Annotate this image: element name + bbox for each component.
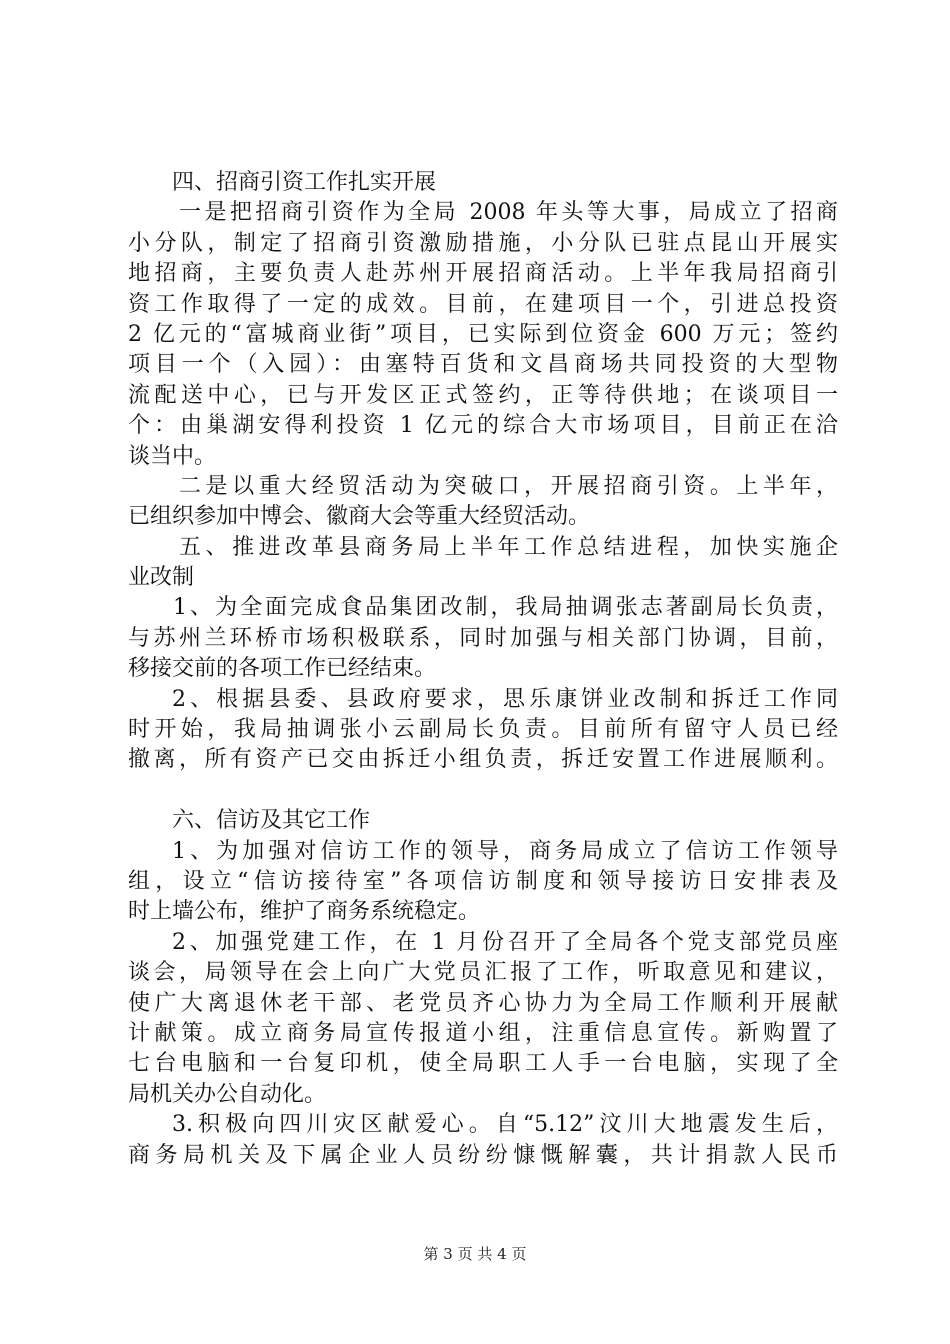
text-line: 局机关办公自动化。 xyxy=(128,1081,327,1107)
text-line: 谈会，局领导在会上向广大党员汇报了工作，听取意见和建议， xyxy=(128,960,838,986)
blank-line xyxy=(128,776,838,806)
page-footer: 第 3 页 共 4 页 xyxy=(423,1245,527,1263)
text-line: 撤离，所有资产已交由拆迁小组负责，拆迁安置工作进展顺利。 xyxy=(128,747,838,773)
text-line: 时开始，我局抽调张小云副局长负责。目前所有留守人员已经 xyxy=(128,717,838,743)
text-line: 计献策。成立商务局宣传报道小组，注重信息宣传。新购置了 xyxy=(128,1020,838,1046)
section-heading-line: 业改制 xyxy=(128,565,195,591)
text-line: 3.积极向四川灾区献爱心。自“5.12”汶川大地震发生后， xyxy=(172,1112,838,1138)
text-line: 资工作取得了一定的成效。目前，在建项目一个，引进总投资 xyxy=(128,291,838,317)
text-line: 时上墙公布，维护了商务系统稳定。 xyxy=(128,899,481,925)
section-heading-line: 六、信访及其它工作 xyxy=(172,808,371,834)
text-line: 一是把招商引资作为全局 2008 年头等大事，局成立了招商 xyxy=(179,200,838,226)
text-line: 移接交前的各项工作已经结束。 xyxy=(128,656,437,682)
text-line: 小分队，制定了招商引资激励措施，小分队已驻点昆山开展实 xyxy=(128,230,838,256)
text-line: 2 亿元的“富城商业街”项目，已实际到位资金 600 万元；签约 xyxy=(128,321,838,347)
section-heading-line: 四、招商引资工作扎实开展 xyxy=(172,170,437,195)
text-line: 谈当中。 xyxy=(128,443,217,469)
text-line: 个：由巢湖安得利投资 1 亿元的综合大市场项目，目前正在洽 xyxy=(128,413,838,439)
document-body xyxy=(128,168,838,1171)
text-line: 与苏州兰环桥市场积极联系，同时加强与相关部门协调，目前， xyxy=(128,625,838,651)
text-line: 二是以重大经贸活动为突破口，开展招商引资。上半年， xyxy=(179,473,838,499)
text-line: 项目一个（入园）：由塞特百货和文昌商场共同投资的大型物 xyxy=(128,352,838,378)
text-line: 2、根据县委、县政府要求，思乐康饼业改制和拆迁工作同 xyxy=(172,686,838,712)
text-line: 使广大离退休老干部、老党员齐心协力为全局工作顺利开展献 xyxy=(128,990,838,1016)
section-heading-line: 五、推进改革县商务局上半年工作总结进程，加快实施企 xyxy=(179,534,838,560)
text-line: 2、加强党建工作，在 1 月份召开了全局各个党支部党员座 xyxy=(172,929,838,955)
text-line: 地招商，主要负责人赴苏州开展招商活动。上半年我局招商引 xyxy=(128,261,838,287)
text-line: 商务局机关及下属企业人员纷纷慷慨解囊，共计捐款人民币 xyxy=(128,1142,838,1168)
text-line: 组，设立“信访接待室”各项信访制度和领导接访日安排表及 xyxy=(128,868,838,894)
text-line: 1、为全面完成食品集团改制，我局抽调张志著副局长负责， xyxy=(173,595,838,621)
text-line: 七台电脑和一台复印机，使全局职工人手一台电脑，实现了全 xyxy=(128,1051,838,1077)
text-line: 已组织参加中博会、徽商大会等重大经贸活动。 xyxy=(128,504,591,530)
text-line: 1、为加强对信访工作的领导，商务局成立了信访工作领导 xyxy=(172,838,838,864)
text-line: 流配送中心，已与开发区正式签约，正等待供地；在谈项目一 xyxy=(128,382,838,408)
